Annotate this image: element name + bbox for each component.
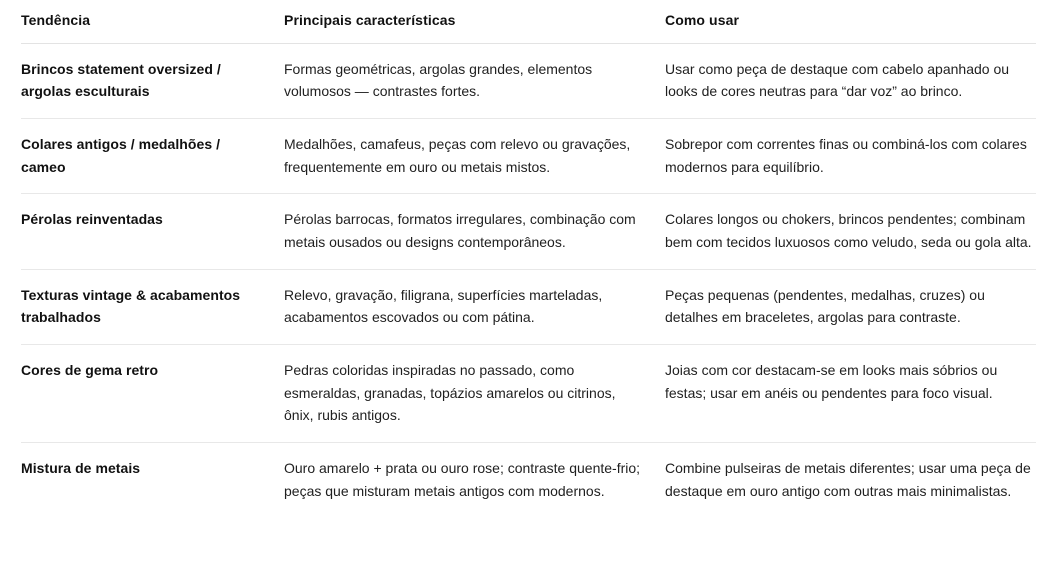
jewelry-trends-table — [21, 0, 1036, 517]
cell-usage: Peças pequenas (pendentes, medalhas, cruzes) ou detalhes em braceletes, argolas para contraste. — [665, 269, 1036, 344]
cell-trend: Brincos statement oversized / argolas esculturais — [21, 43, 284, 118]
cell-trend: Colares antigos / medalhões / cameo — [21, 118, 284, 193]
table-row — [21, 269, 1036, 344]
cell-usage: Sobrepor com correntes finas ou combiná-los com colares modernos para equilíbrio. — [665, 118, 1036, 193]
cell-features: Pérolas barrocas, formatos irregulares, combinação com metais ousados ou designs contemporâneos. — [284, 194, 665, 269]
cell-features: Pedras coloridas inspiradas no passado, como esmeraldas, granadas, topázios amarelos ou citrinos, ônix, rubis antigos. — [284, 344, 665, 442]
cell-usage: Combine pulseiras de metais diferentes; usar uma peça de destaque em ouro antigo com outras mais minimalistas. — [665, 459, 1031, 499]
cell-features: Medalhões, camafeus, peças com relevo ou gravações, frequentemente em ouro ou metais mistos. — [284, 118, 665, 193]
cell-trend: Pérolas reinventadas — [21, 194, 284, 269]
cell-features: Formas geométricas, argolas grandes, elementos volumosos — contrastes fortes. — [284, 43, 665, 118]
table-row — [21, 43, 1036, 118]
table-row — [21, 442, 1036, 517]
cell-trend: Texturas vintage & acabamentos trabalhados — [21, 269, 284, 344]
cell-features: Ouro amarelo + prata ou ouro rose; contraste quente-frio; peças que misturam metais antigos com modernos. — [284, 459, 641, 499]
column-header-usage: Como usar — [665, 0, 1036, 43]
table-header — [21, 0, 1036, 43]
table-header-row — [21, 0, 1036, 43]
table-row — [21, 344, 1036, 442]
table-row — [21, 118, 1036, 193]
cell-features: Relevo, gravação, filigrana, superfícies marteladas, acabamentos escovados ou com pátina. — [284, 269, 665, 344]
cell-trend: Cores de gema retro — [21, 344, 284, 442]
column-header-features: Principais características — [284, 0, 665, 43]
column-header-trend: Tendência — [21, 0, 284, 43]
table-body — [21, 43, 1036, 517]
table-row — [21, 194, 1036, 269]
cell-usage: Colares longos ou chokers, brincos pendentes; combinam bem com tecidos luxuosos como veludo, seda ou gola alta. — [665, 194, 1036, 269]
cell-usage: Joias com cor destacam-se em looks mais sóbrios ou festas; usar em anéis ou pendentes para foco visual. — [665, 344, 1036, 442]
cell-trend: Mistura de metais — [21, 459, 141, 476]
cell-usage: Usar como peça de destaque com cabelo apanhado ou looks de cores neutras para “dar voz” ao brinco. — [665, 43, 1036, 118]
